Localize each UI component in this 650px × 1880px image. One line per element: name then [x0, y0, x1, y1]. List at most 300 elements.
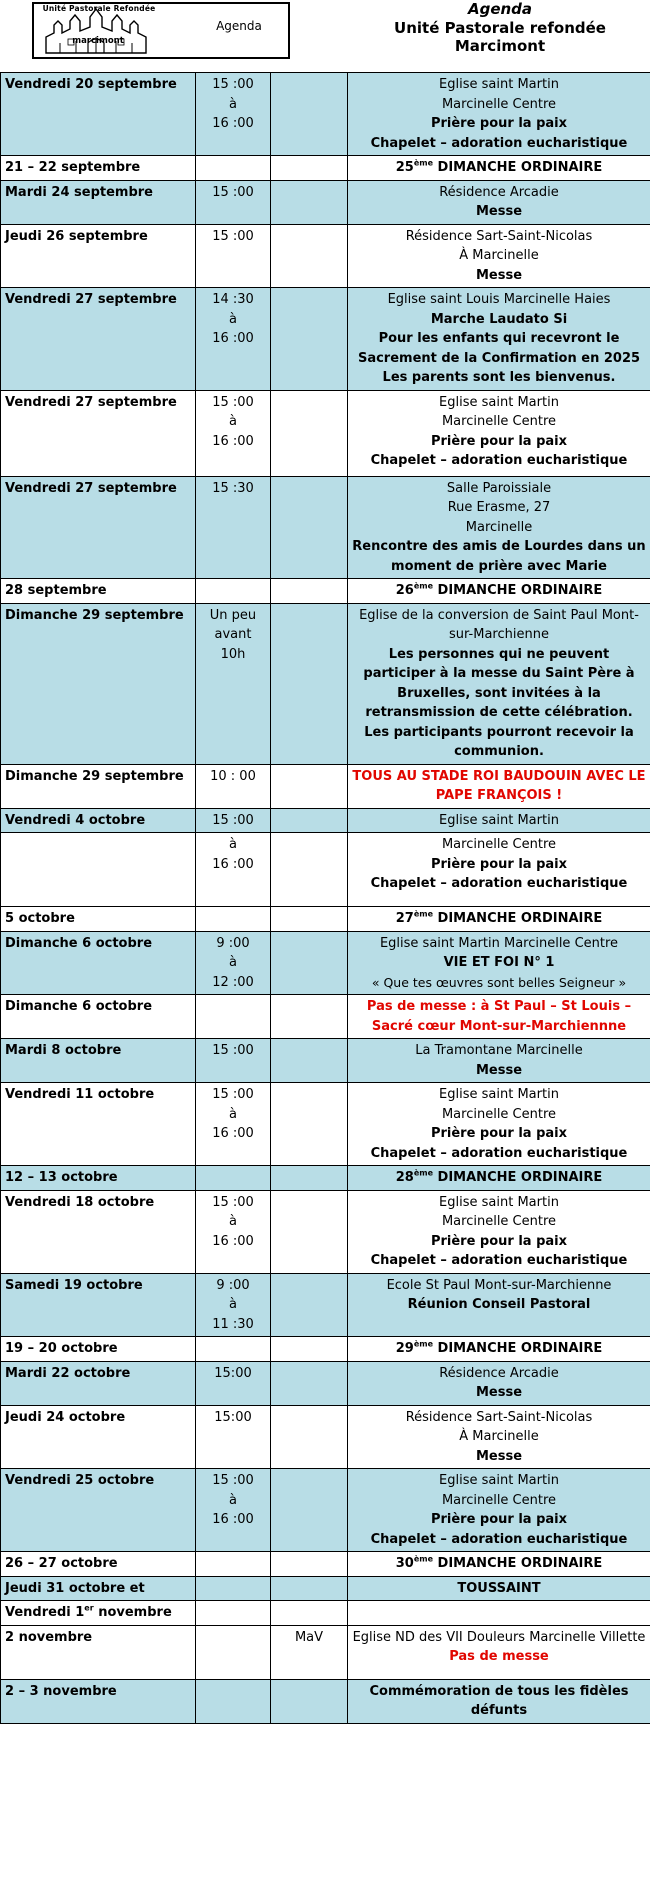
date-text: Dimanche 6 octobre	[5, 999, 153, 1014]
row-details	[348, 1576, 650, 1601]
date-suffix: er	[84, 1603, 94, 1613]
logo-subtext: marcimont	[72, 36, 124, 46]
row-details	[348, 764, 650, 808]
time-line: à	[229, 1106, 237, 1122]
date-text: 2 novembre	[5, 1629, 93, 1645]
time-line: 15:00	[214, 1409, 252, 1425]
agenda-row	[1, 1337, 650, 1362]
agenda-body	[1, 73, 650, 1724]
agenda-row	[1, 603, 650, 764]
row-time	[196, 73, 271, 156]
agenda-row	[1, 764, 650, 808]
row-date	[1, 1166, 196, 1191]
row-time	[196, 833, 271, 907]
row-date	[1, 764, 196, 808]
date-tail: novembre	[93, 1605, 172, 1620]
detail-line: Les parents sont les bienvenus.	[382, 370, 616, 385]
row-date	[1, 180, 196, 224]
detail-line: Marcinelle Centre	[441, 1492, 557, 1508]
detail-line: Eglise de la conversion de Saint Paul Mont-sur-Marchienne	[359, 607, 639, 642]
row-date	[1, 224, 196, 288]
row-code	[271, 603, 348, 764]
row-time	[196, 224, 271, 288]
time-line: 15 :00	[212, 1043, 254, 1058]
time-line: 15 :00	[212, 1087, 254, 1102]
detail-line: Résidence Sart-Saint-Nicolas	[405, 228, 593, 244]
detail-line: Eglise saint Martin	[439, 1194, 559, 1210]
row-date	[1, 907, 196, 932]
sunday-suffix: ème	[413, 158, 434, 168]
row-time	[196, 1361, 271, 1405]
sunday-label	[348, 1337, 650, 1362]
code-text: MaV	[294, 1629, 324, 1645]
date-text: Vendredi 1	[5, 1605, 85, 1620]
detail-line: Messe	[475, 267, 523, 283]
detail-line: Eglise saint Martin	[439, 394, 559, 410]
time-line: 11 :30	[212, 1316, 254, 1332]
detail-line: VIE ET FOI N° 1	[443, 955, 555, 970]
row-time	[196, 1576, 271, 1601]
agenda-row	[1, 1083, 650, 1166]
time-line: à	[229, 837, 237, 852]
detail-line: Les personnes qui ne peuvent participer à la messe du Saint Père à Bruxelles, sont invitées à la retransmission de cette célébration.	[363, 646, 635, 720]
detail-line: Eglise saint Martin	[439, 1087, 559, 1102]
row-date	[1, 476, 196, 579]
detail-line: Pas de messe	[449, 1649, 549, 1664]
detail-line: Commémoration de tous les fidèles défunts	[369, 1683, 629, 1718]
date-text: Vendredi 20 septembre	[5, 77, 177, 92]
row-date	[1, 1361, 196, 1405]
row-date	[1, 390, 196, 476]
detail-line: Pour les enfants qui recevront le Sacrement de la Confirmation en 2025	[357, 331, 641, 366]
time-line: 15 :00	[212, 1473, 254, 1488]
agenda-row	[1, 1166, 650, 1191]
detail-line: Réunion Conseil Pastoral	[407, 1297, 591, 1312]
row-code	[271, 931, 348, 995]
row-blank	[271, 579, 348, 604]
row-code	[271, 1083, 348, 1166]
row-details	[348, 1190, 650, 1273]
logo-text: Unité Pastorale Refondée	[42, 4, 156, 13]
row-code	[271, 180, 348, 224]
time-line: 15 :00	[212, 184, 254, 200]
sunday-number: 28	[395, 1170, 414, 1185]
title-line-1: Agenda	[467, 0, 533, 18]
detail-line: Marcinelle Centre	[441, 414, 557, 429]
date-text: 19 – 20 octobre	[5, 1341, 118, 1356]
church-logo-icon	[40, 7, 154, 55]
date-text: 5 octobre	[5, 911, 75, 926]
row-time	[196, 288, 271, 391]
row-code	[271, 476, 348, 579]
agenda-row	[1, 808, 650, 833]
title-line-2: Unité Pastorale refondée	[394, 18, 606, 37]
row-time	[196, 476, 271, 579]
time-line: 14 :30	[212, 292, 254, 307]
date-text: Vendredi 18 octobre	[5, 1194, 155, 1210]
row-time	[196, 390, 271, 476]
agenda-row	[1, 1576, 650, 1601]
row-blank	[271, 1337, 348, 1362]
detail-line: Chapelet – adoration eucharistique	[370, 1145, 628, 1161]
time-line: 15 :00	[212, 812, 254, 828]
row-code	[271, 288, 348, 391]
row-date	[1, 931, 196, 995]
agenda-row	[1, 156, 650, 181]
time-line: 10h	[220, 646, 246, 662]
detail-line: Eglise saint Louis Marcinelle Haies	[387, 292, 611, 307]
row-time	[196, 156, 271, 181]
detail-line: Messe	[475, 204, 523, 219]
page-title	[350, 0, 650, 56]
row-time	[196, 603, 271, 764]
time-line: 15 :00	[212, 77, 254, 92]
row-details	[348, 180, 650, 224]
sunday-number: 26	[395, 583, 414, 598]
detail-line: Rue Erasme, 27	[447, 500, 551, 515]
detail-line: Résidence Arcadie	[439, 184, 559, 200]
row-time	[196, 1083, 271, 1166]
date-text: Jeudi 31 octobre et	[5, 1580, 145, 1596]
time-line: Un peu	[209, 607, 257, 623]
row-time	[196, 1679, 271, 1723]
detail-line: Marcinelle Centre	[441, 96, 557, 112]
date-text: Jeudi 26 septembre	[5, 228, 148, 244]
detail-line: Marche Laudato Si	[430, 311, 568, 327]
header	[0, 0, 650, 80]
row-details	[348, 1361, 650, 1405]
agenda-row	[1, 1679, 650, 1723]
row-time	[196, 1337, 271, 1362]
date-text: Vendredi 27 septembre	[5, 292, 177, 307]
detail-line: Chapelet – adoration eucharistique	[370, 453, 628, 468]
row-time	[196, 1625, 271, 1679]
detail-line: Résidence Arcadie	[439, 1365, 559, 1381]
row-code	[271, 1601, 348, 1626]
detail-line: Eglise saint Martin	[439, 77, 559, 92]
row-details	[348, 833, 650, 907]
agenda-row	[1, 1625, 650, 1679]
time-line: 9 :00	[216, 1277, 250, 1293]
time-line: à	[229, 311, 237, 327]
detail-line: Ecole St Paul Mont-sur-Marchienne	[386, 1277, 612, 1293]
time-line: 16 :00	[212, 1126, 254, 1141]
row-details	[348, 1405, 650, 1469]
row-details	[348, 476, 650, 579]
row-blank	[271, 156, 348, 181]
row-date	[1, 1190, 196, 1273]
date-text: Mardi 8 octobre	[5, 1043, 122, 1058]
time-line: à	[229, 414, 237, 429]
row-details	[348, 390, 650, 476]
row-time	[196, 1552, 271, 1577]
sunday-label	[348, 579, 650, 604]
time-line: 16 :00	[212, 1233, 254, 1249]
row-code	[271, 224, 348, 288]
date-text: Vendredi 11 octobre	[5, 1087, 155, 1102]
time-line: 15 :00	[212, 1194, 254, 1210]
title-line-3: Marcimont	[454, 37, 546, 55]
row-code	[271, 1576, 348, 1601]
sunday-text: DIMANCHE ORDINAIRE	[433, 160, 603, 175]
row-details	[348, 1469, 650, 1552]
agenda-row	[1, 1039, 650, 1083]
agenda-row	[1, 1552, 650, 1577]
row-details	[348, 1679, 650, 1723]
row-details	[348, 1625, 650, 1679]
agenda-row	[1, 1361, 650, 1405]
row-date	[1, 603, 196, 764]
row-code	[271, 764, 348, 808]
row-date	[1, 288, 196, 391]
detail-line: Les participants pourront recevoir la communion.	[364, 724, 634, 759]
row-blank	[271, 1552, 348, 1577]
row-code	[271, 73, 348, 156]
time-line: 15 :00	[212, 394, 254, 410]
date-text: Vendredi 27 septembre	[5, 394, 177, 410]
detail-line: Prière pour la paix	[430, 1512, 568, 1527]
row-blank	[271, 1166, 348, 1191]
sunday-suffix: ème	[413, 1554, 434, 1564]
time-line: 16 :00	[212, 1512, 254, 1527]
row-code	[271, 1405, 348, 1469]
detail-line: Chapelet – adoration eucharistique	[370, 1531, 628, 1547]
sunday-suffix: ème	[413, 909, 434, 919]
row-time	[196, 1166, 271, 1191]
row-date	[1, 1601, 196, 1626]
agenda-row	[1, 1601, 650, 1626]
agenda-table	[0, 72, 650, 1724]
date-text: 21 – 22 septembre	[5, 160, 141, 175]
agenda-row	[1, 73, 650, 156]
date-text: Dimanche 6 octobre	[5, 935, 153, 951]
row-time	[196, 579, 271, 604]
date-text: 26 – 27 octobre	[5, 1556, 118, 1571]
date-text: Samedi 19 octobre	[5, 1277, 143, 1293]
time-line: 16 :00	[212, 856, 254, 872]
row-date	[1, 1625, 196, 1679]
detail-line: « Que tes œuvres sont belles Seigneur »	[371, 974, 627, 990]
row-code	[271, 1469, 348, 1552]
sunday-label	[348, 1552, 650, 1577]
detail-line: Salle Paroissiale	[446, 480, 552, 496]
row-date	[1, 1469, 196, 1552]
agenda-row	[1, 476, 650, 579]
date-text: Dimanche 29 septembre	[5, 607, 184, 623]
detail-line: Prière pour la paix	[430, 856, 568, 872]
sunday-label	[348, 1166, 650, 1191]
time-line: à	[229, 1297, 237, 1312]
time-line: 10 : 00	[210, 768, 256, 784]
row-code	[271, 1273, 348, 1337]
row-details	[348, 1273, 650, 1337]
date-text: Dimanche 29 septembre	[5, 768, 184, 784]
detail-line: Marcinelle Centre	[441, 1106, 557, 1122]
detail-line: Eglise saint Martin	[439, 812, 559, 828]
agenda-row	[1, 995, 650, 1039]
time-line: à	[229, 1492, 237, 1508]
time-line: 12 :00	[212, 974, 254, 990]
sunday-text: DIMANCHE ORDINAIRE	[433, 911, 603, 926]
detail-line: Chapelet – adoration eucharistique	[370, 876, 628, 891]
agenda-row	[1, 390, 650, 476]
detail-line: Prière pour la paix	[430, 116, 568, 131]
date-text: 12 – 13 octobre	[5, 1170, 118, 1185]
sunday-text: DIMANCHE ORDINAIRE	[433, 1170, 603, 1185]
row-time	[196, 907, 271, 932]
row-code	[271, 1679, 348, 1723]
agenda-row	[1, 1190, 650, 1273]
row-details	[348, 1039, 650, 1083]
date-text: 28 septembre	[5, 583, 107, 598]
sunday-suffix: ème	[413, 1339, 434, 1349]
date-text: Vendredi 27 septembre	[5, 480, 177, 496]
row-time	[196, 1469, 271, 1552]
row-code	[271, 1361, 348, 1405]
row-code	[271, 833, 348, 907]
row-details	[348, 931, 650, 995]
row-details	[348, 808, 650, 833]
row-date	[1, 579, 196, 604]
agenda-row	[1, 1405, 650, 1469]
date-text: Vendredi 4 octobre	[5, 812, 146, 828]
sunday-text: DIMANCHE ORDINAIRE	[433, 1341, 603, 1356]
detail-line: Prière pour la paix	[430, 1233, 568, 1249]
detail-line: Eglise saint Martin	[439, 1473, 559, 1488]
row-date	[1, 1273, 196, 1337]
row-date	[1, 1552, 196, 1577]
sunday-label	[348, 156, 650, 181]
row-time	[196, 995, 271, 1039]
detail-line: Eglise saint Martin Marcinelle Centre	[379, 935, 619, 951]
row-date	[1, 808, 196, 833]
agenda-row	[1, 1273, 650, 1337]
row-time	[196, 180, 271, 224]
agenda-row	[1, 224, 650, 288]
time-line: à	[229, 1214, 237, 1229]
row-details	[348, 995, 650, 1039]
sunday-number: 25	[395, 160, 414, 175]
detail-line: La Tramontane Marcinelle	[415, 1043, 583, 1058]
detail-line: Rencontre des amis de Lourdes dans un moment de prière avec Marie	[352, 539, 646, 574]
time-line: 16 :00	[212, 116, 254, 131]
agenda-row	[1, 833, 650, 907]
detail-line: À Marcinelle	[459, 248, 539, 263]
detail-line: Marcinelle Centre	[441, 1214, 557, 1229]
sunday-suffix: ème	[413, 581, 434, 591]
row-details	[348, 603, 650, 764]
time-line: à	[229, 96, 237, 112]
detail-line: Pas de messe : à St Paul – St Louis – Sacré cœur Mont-sur-Marchiennne	[366, 999, 632, 1034]
row-code	[271, 1190, 348, 1273]
row-date	[1, 1405, 196, 1469]
agenda-row	[1, 180, 650, 224]
row-details	[348, 1601, 650, 1626]
date-text: Mardi 22 octobre	[5, 1365, 131, 1381]
time-line: avant	[214, 627, 252, 642]
time-line: 15 :00	[212, 228, 254, 244]
detail-line: Messe	[475, 1448, 523, 1464]
logo-agenda-label: Agenda	[216, 19, 262, 33]
detail-line: Marcinelle Centre	[441, 837, 557, 852]
row-date	[1, 156, 196, 181]
row-date	[1, 73, 196, 156]
row-blank	[271, 907, 348, 932]
time-line: 9 :00	[216, 935, 250, 951]
sunday-number: 30	[395, 1556, 414, 1571]
agenda-row	[1, 907, 650, 932]
time-line: 15:00	[214, 1365, 252, 1381]
detail-line: Messe	[475, 1062, 523, 1078]
row-date	[1, 1337, 196, 1362]
row-code	[271, 1039, 348, 1083]
row-details	[348, 1083, 650, 1166]
row-code	[271, 995, 348, 1039]
row-code	[271, 808, 348, 833]
detail-line: Chapelet – adoration eucharistique	[370, 135, 628, 151]
row-code	[271, 1625, 348, 1679]
date-text: Vendredi 25 octobre	[5, 1473, 155, 1488]
detail-line: Prière pour la paix	[430, 433, 568, 449]
sunday-text: DIMANCHE ORDINAIRE	[433, 583, 603, 598]
row-time	[196, 1190, 271, 1273]
row-time	[196, 1601, 271, 1626]
agenda-row	[1, 1469, 650, 1552]
row-time	[196, 1405, 271, 1469]
sunday-label	[348, 907, 650, 932]
date-text: Mardi 24 septembre	[5, 184, 153, 200]
detail-line: Eglise ND des VII Douleurs Marcinelle Villette	[352, 1629, 646, 1645]
row-time	[196, 808, 271, 833]
row-date	[1, 833, 196, 907]
detail-line: TOUS AU STADE ROI BAUDOUIN AVEC LE PAPE FRANÇOIS !	[352, 768, 646, 803]
agenda-row	[1, 931, 650, 995]
row-time	[196, 1273, 271, 1337]
detail-line: Prière pour la paix	[430, 1126, 568, 1141]
logo-box	[32, 2, 290, 59]
sunday-number: 27	[395, 911, 414, 926]
row-details	[348, 288, 650, 391]
time-line: 16 :00	[212, 331, 254, 346]
detail-line: Marcinelle	[465, 519, 533, 535]
row-time	[196, 1039, 271, 1083]
date-text: 2 – 3 novembre	[5, 1683, 117, 1699]
row-time	[196, 764, 271, 808]
row-time	[196, 931, 271, 995]
agenda-row	[1, 288, 650, 391]
row-date	[1, 1039, 196, 1083]
detail-line: TOUSSAINT	[457, 1580, 541, 1596]
detail-line: Chapelet – adoration eucharistique	[370, 1253, 628, 1268]
time-line: 15 :30	[212, 480, 254, 496]
row-date	[1, 1679, 196, 1723]
time-line: 16 :00	[212, 433, 254, 449]
date-text: Jeudi 24 octobre	[5, 1409, 126, 1425]
detail-line: À Marcinelle	[459, 1429, 539, 1444]
row-code	[271, 390, 348, 476]
time-line: à	[229, 955, 237, 970]
row-details	[348, 73, 650, 156]
sunday-text: DIMANCHE ORDINAIRE	[433, 1556, 603, 1571]
detail-line: Messe	[475, 1385, 523, 1400]
agenda-row	[1, 579, 650, 604]
detail-line: Résidence Sart-Saint-Nicolas	[405, 1409, 593, 1425]
sunday-suffix: ème	[413, 1168, 434, 1178]
row-date	[1, 1576, 196, 1601]
row-details	[348, 224, 650, 288]
row-date	[1, 1083, 196, 1166]
sunday-number: 29	[395, 1341, 414, 1356]
